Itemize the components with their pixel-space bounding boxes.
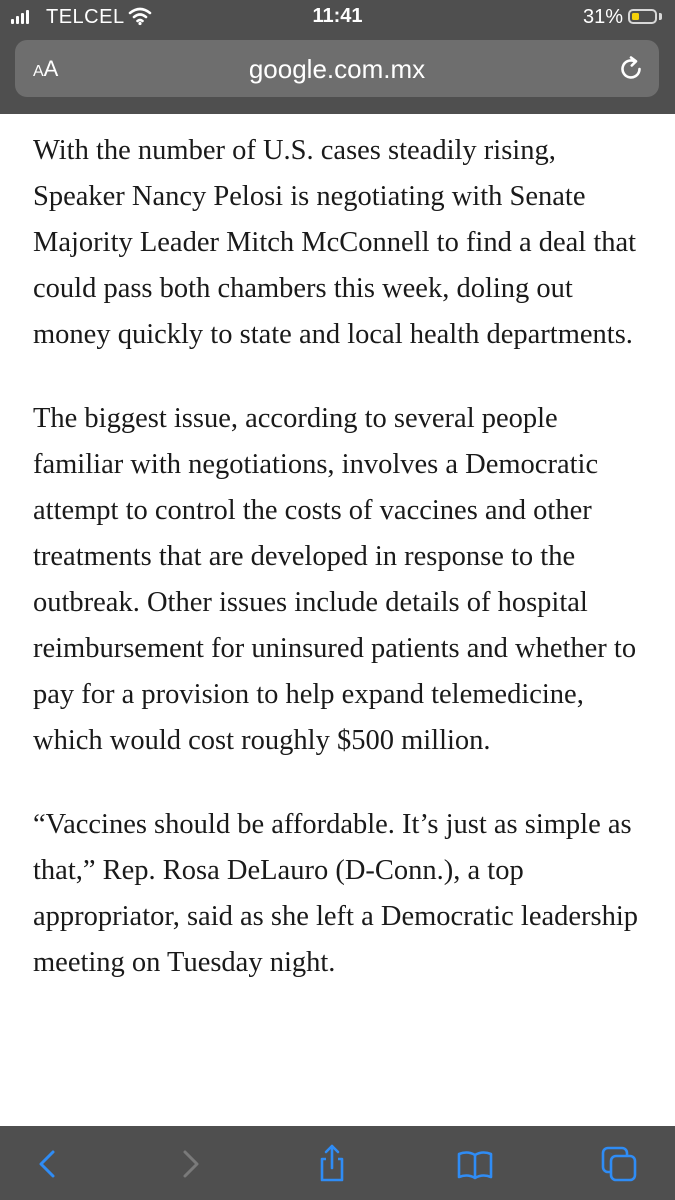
- article-paragraph-3: “Vaccines should be affordable. It’s just as simple as that,” Rep. Rosa DeLauro (D-Conn.), a top appropriator, said as she left a Democratic leadership meeting on Tuesday night.: [33, 809, 639, 978]
- tabs-icon: [597, 1142, 641, 1186]
- bookmarks-icon: [453, 1142, 497, 1186]
- bookmarks-button[interactable]: [453, 1142, 497, 1186]
- back-button[interactable]: [26, 1142, 70, 1186]
- battery-icon: [628, 9, 657, 24]
- browser-top-chrome: [0, 0, 675, 114]
- article-content: [33, 128, 645, 1126]
- url-display[interactable]: google.com.mx: [248, 54, 426, 84]
- forward-button[interactable]: [168, 1142, 212, 1186]
- share-button[interactable]: [310, 1142, 354, 1186]
- battery-cap: [659, 13, 662, 20]
- share-icon: [310, 1142, 354, 1186]
- address-bar[interactable]: [15, 40, 659, 97]
- battery-percent: 31%: [582, 6, 623, 28]
- battery-level: [632, 13, 639, 20]
- article-paragraph-1: With the number of U.S. cases steadily rising, Speaker Nancy Pelosi is negotiating with Senate Majority Leader Mitch McConnell to find a deal that could pass both chambers this week, doling out money quickly to state and local health departments.: [33, 135, 637, 350]
- browser-toolbar: [0, 1126, 675, 1200]
- article-paragraph-2: The biggest issue, according to several people familiar with negotiations, involves a Democratic attempt to control the costs of vaccines and other treatments that are developed in response to the outbreak. Other issues include details of hospital reimbursement for uninsured patients and whether to pay for a provision to help expand telemedicine, which would cost roughly $500 million.: [33, 403, 637, 756]
- carrier-name: TELCEL: [46, 6, 125, 28]
- back-icon: [26, 1142, 70, 1186]
- text-size-large-label: A: [43, 56, 59, 81]
- forward-icon: [168, 1142, 212, 1186]
- text-size-small-label: A: [33, 63, 44, 80]
- reload-icon[interactable]: [615, 53, 647, 85]
- status-bar: [0, 0, 675, 36]
- tabs-button[interactable]: [597, 1142, 641, 1186]
- status-time: 11:41: [312, 5, 363, 27]
